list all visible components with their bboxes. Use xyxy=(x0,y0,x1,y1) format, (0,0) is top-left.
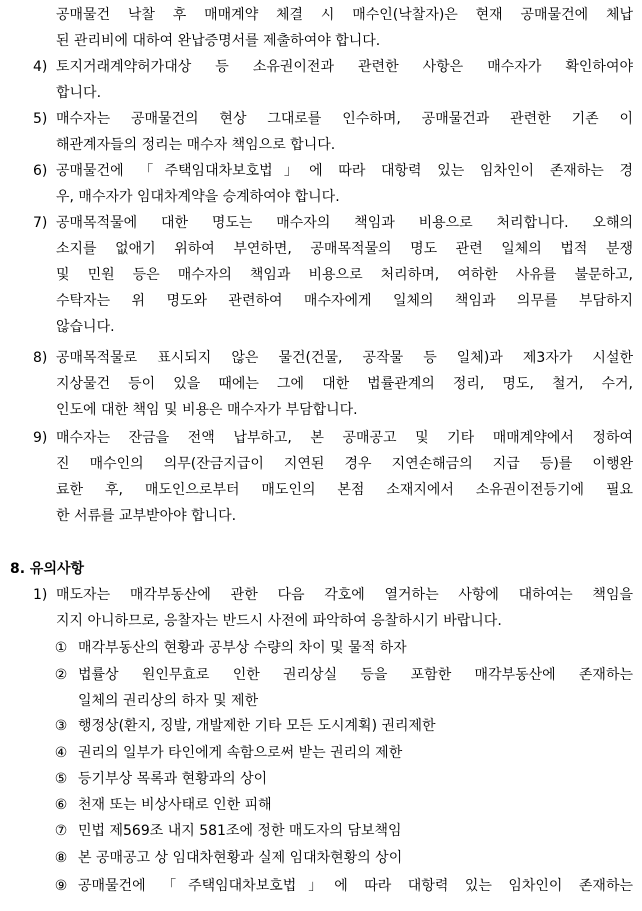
subitem-text-line: 공매물건에 「주택임대차보호법」에 따라 대항력 있는 임차인이 존재하는 xyxy=(78,878,633,894)
circled-number-marker: ⑤ xyxy=(54,771,68,787)
circled-number-marker: ⑥ xyxy=(54,797,68,813)
subitem-text-line: 일체의 권리상의 하자 및 제한 xyxy=(78,693,259,709)
circled-number-marker: ④ xyxy=(54,745,68,761)
item-number: 7) xyxy=(33,215,48,231)
item-number: 6) xyxy=(33,163,48,179)
body-text-line: 및 민원 등은 매수자의 책임과 비용으로 처리하며, 여하한 사유를 불문하고, xyxy=(56,267,633,283)
body-text-line: 해관계자들의 정리는 매수자 책임으로 합니다. xyxy=(56,137,336,153)
body-text-line: 우, 매수자가 임대차계약을 승계하여야 합니다. xyxy=(56,189,340,205)
section-heading: 8. 유의사항 xyxy=(10,561,85,577)
circled-number-marker: ⑨ xyxy=(54,878,68,894)
subitem-text-line: 민법 제569조 내지 581조에 정한 매도자의 담보책임 xyxy=(78,823,402,839)
circled-number-marker: ③ xyxy=(54,718,68,734)
body-text-line: 지상물건 등이 있을 때에는 그에 대한 법률관계의 정리, 명도, 철거, 수거, xyxy=(56,376,633,392)
subitem-text-line: 천재 또는 비상사태로 인한 피해 xyxy=(78,797,272,813)
body-text-line: 매도자는 매각부동산에 관한 다음 각호에 열거하는 사항에 대하여는 책임을 xyxy=(56,587,633,603)
item-number: 1) xyxy=(33,587,48,603)
body-text-line: 공매목적물로 표시되지 않은 물건(건물, 공작물 등 일체)과 제3자가 시설한 xyxy=(56,350,633,366)
circled-number-marker: ⑦ xyxy=(54,823,68,839)
subitem-text-line: 행정상(환지, 징발, 개발제한 기타 모든 도시계획) 권리제한 xyxy=(78,718,436,734)
subitem-text-line: 등기부상 목록과 현황과의 상이 xyxy=(78,771,268,787)
body-text-line: 토지거래계약허가대상 등 소유권이전과 관련한 사항은 매수자가 확인하여야 xyxy=(56,59,633,75)
body-text-line: 수탁자는 위 명도와 관련하여 매수자에게 일체의 책임과 의무를 부담하지 xyxy=(56,293,633,309)
item-number: 4) xyxy=(33,59,48,75)
item-number: 5) xyxy=(33,111,48,127)
body-text-line: 된 관리비에 대하여 완납증명서를 제출하여야 합니다. xyxy=(56,33,381,49)
circled-number-marker: ① xyxy=(54,640,68,656)
body-text-line: 공매물건에 「주택임대차보호법」에 따라 대항력 있는 임차인이 존재하는 경 xyxy=(56,163,633,179)
body-text-line: 한 서류를 교부받아야 합니다. xyxy=(56,508,237,524)
body-text-line: 지지 아니하므로, 응찰자는 반드시 사전에 파악하여 응찰하시기 바랍니다. xyxy=(56,613,502,629)
body-text-line: 소지를 없애기 위하여 부연하면, 공매목적물의 명도 관련 일체의 법적 분쟁 xyxy=(56,241,633,257)
subitem-text-line: 권리의 일부가 타인에게 속함으로써 받는 권리의 제한 xyxy=(78,745,403,761)
body-text-line: 료한 후, 매도인으로부터 매도인의 본점 소재지에서 소유권이전등기에 필요 xyxy=(56,482,633,498)
subitem-text-line: 법률상 원인무효로 인한 권리상실 등을 포함한 매각부동산에 존재하는 xyxy=(78,667,633,683)
body-text-line: 매수자는 공매물건의 현상 그대로를 인수하며, 공매물건과 관련한 기존 이 xyxy=(56,111,633,127)
body-text-line: 인도에 대한 책임 및 비용은 매수자가 부담합니다. xyxy=(56,402,358,418)
body-text-line: 공매목적물에 대한 명도는 매수자의 책임과 비용으로 처리합니다. 오해의 xyxy=(56,215,633,231)
body-text-line: 매수자는 잔금을 전액 납부하고, 본 공매공고 및 기타 매매계약에서 정하여 xyxy=(56,430,633,446)
body-text-line: 않습니다. xyxy=(56,319,115,335)
subitem-text-line: 매각부동산의 현황과 공부상 수량의 차이 및 물적 하자 xyxy=(78,640,407,656)
body-text-line: 공매물건 낙찰 후 매매계약 체결 시 매수인(낙찰자)은 현재 공매물건에 체납 xyxy=(56,7,633,23)
subitem-text-line: 본 공매공고 상 임대차현황과 실제 임대차현황의 상이 xyxy=(78,850,403,866)
item-number: 8) xyxy=(33,350,48,366)
body-text-line: 진 매수인의 의무(잔금지급이 지연된 경우 지연손해금의 지급 등)를 이행완 xyxy=(56,456,633,472)
circled-number-marker: ② xyxy=(54,667,68,683)
circled-number-marker: ⑧ xyxy=(54,850,68,866)
body-text-line: 합니다. xyxy=(56,85,102,101)
item-number: 9) xyxy=(33,430,48,446)
